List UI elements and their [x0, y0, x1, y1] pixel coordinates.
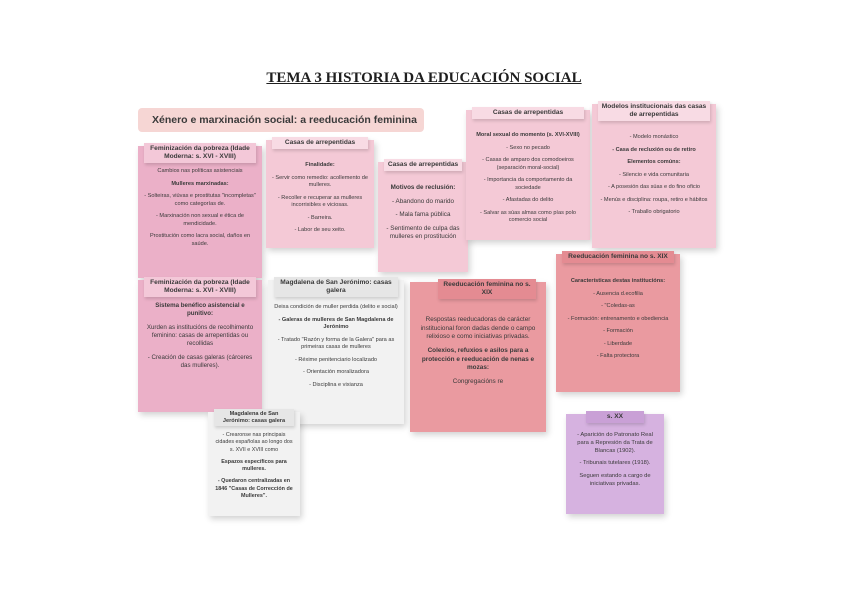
page-title: TEMA 3 HISTORIA DA EDUCACIÓN SOCIAL — [266, 70, 582, 86]
note-line: - Solteiras, viúvas e prostitutas "incompletas" como categorías de. — [144, 193, 256, 207]
note-line: - Formación: entrenamento e obediencia — [567, 315, 669, 322]
note-casas-arrepentidas-finalidade — [266, 140, 374, 248]
note-line: - Tratado "Razón y forma de la Galera" para as primeiras casas de mulleres — [277, 336, 395, 351]
note-header: Feminización da pobreza (Idade Moderna: s. XVI - XVIII) — [144, 143, 256, 163]
note-feminization-poverty-1 — [138, 146, 262, 278]
note-line: - Formación — [603, 328, 633, 335]
note-line: Congregacións re — [452, 377, 504, 385]
note-line: - Afastadas do delito — [502, 197, 554, 204]
note-line: - Importancia da comportamento da sociedade — [483, 177, 573, 191]
note-line: Prostitución como lacra social, daños en saúde. — [149, 233, 251, 247]
note-line: - Casa de recluxión ou de retiro — [612, 146, 696, 153]
note-header: Reeducación feminina no s. XIX — [562, 251, 674, 263]
note-line: - Sexo no pecado — [506, 144, 550, 151]
note-line: Xurden as institucións de recolhimento feminino: casas de arrepentidas ou recollidas — [146, 323, 254, 348]
note-line: - Creación de casas galeras (cárceres das mulleres). — [147, 353, 253, 370]
note-line: - Salvar as súas almas como pías polo comercio social — [479, 209, 577, 224]
note-header: Feminización da pobreza (Idade Moderna: s. XVI - XVIII) — [144, 277, 256, 297]
note-line: - Tribunais tutelares (1918). — [579, 460, 651, 467]
note-line: - Silencio e vida comunitaria — [619, 171, 689, 178]
note-line: - Disciplina e vixianza — [309, 381, 363, 388]
note-line: Colexios, refuxios e asilos para a protección e reeducación de nenas e mozas: — [421, 346, 535, 372]
note-header: Magdalena de San Jerónimo: casas galera — [274, 277, 398, 297]
note-line: - Abandono do marido — [392, 197, 454, 205]
note-line: Seguen estando a cargo de iniciativas privadas. — [579, 473, 651, 488]
note-header: Reeducación feminina no s. XIX — [438, 279, 536, 299]
note-line: - Orientación moralizadora — [303, 369, 369, 376]
note-line: Elementos comúns: — [627, 159, 681, 166]
note-line: Espazos específicos para mulleres. — [221, 458, 287, 473]
note-line: Moral sexual do momento (s. XVI-XVIII) — [476, 132, 580, 138]
note-header: Casas de arrepentidas — [272, 137, 368, 149]
note-magdalena-san-jeronimo — [268, 280, 404, 424]
note-line: - Crearonse nas principais cidades españolas ao longo dos s. XVII e XVIII como — [215, 432, 293, 453]
note-line: - A posesión das súas e do fino oficio — [607, 184, 701, 191]
note-line: - Galeras de mulleres de San Magdalena de Jerónimo — [278, 316, 394, 331]
note-seculo-xx — [566, 414, 664, 514]
note-line: - Sentimento de culpa das mulleres en prostitución — [386, 224, 460, 240]
note-line: Cambios nas políticas asistenciais — [157, 168, 243, 174]
note-line: - Barreira. — [307, 214, 333, 221]
section-banner: Xénero e marxinación social: a reeducación feminina — [138, 108, 424, 132]
note-feminization-poverty-2 — [138, 280, 262, 412]
note-line: - Casas de amparo dos comodoeiros (separación moral-social) — [482, 157, 574, 171]
note-line: - Ausencia d.ecofilia — [593, 290, 643, 297]
note-casas-arrepentidas-motivos — [378, 162, 468, 272]
note-line: - Aparición do Patronato Real para a Represión da Trata de Blancas (1902). — [577, 432, 653, 454]
note-line: - Mala fama pública — [395, 211, 451, 218]
note-line: - Falta protectora — [596, 353, 640, 360]
note-line: - Liberdade — [603, 340, 633, 347]
note-header: Magdalena de San Jerónimo: casas galera — [214, 409, 294, 426]
note-line: Características destas institucións: — [570, 278, 666, 284]
note-magdalena-casas-galera-small — [208, 412, 300, 516]
note-line: Respostas reeducadoras de carácter institucional foron dadas dende o campo relixioso e como iniciativas privadas. — [420, 316, 536, 341]
note-line: - Recoller e recuperar as mulleres incorrixibles e viciosas. — [277, 194, 363, 209]
note-reeducacion-xix-2 — [556, 254, 680, 392]
note-line: Finalidade: — [305, 162, 335, 168]
note-line: - Servir como remedio: acollemento de mulleres. — [271, 174, 369, 189]
note-header: s. XX — [586, 411, 644, 423]
note-line: Mulleres marxinadas: — [171, 180, 229, 187]
note-header: Casas de arrepentidas — [384, 159, 462, 171]
note-line: Sistema benéfico asistencial e punitivo: — [155, 302, 245, 318]
note-line: - Quedaron centralizadas en 1846 "Casas de Corrección de Mulleres". — [215, 478, 293, 500]
note-line: Deixa condición de muller perdida (delito e social) — [274, 304, 398, 310]
note-line: - Réxime penitenciario localizado — [294, 356, 378, 363]
note-reeducacion-xix-1 — [410, 282, 546, 432]
note-line: - "Coledas-as — [601, 303, 635, 310]
note-header: Modelos institucionais das casas de arrepentidas — [598, 101, 710, 121]
note-header: Casas de arrepentidas — [472, 107, 584, 119]
note-modelos-institucionais — [592, 104, 716, 248]
note-line: - Labor de seu xeito. — [294, 227, 346, 234]
note-line: Motivos de reclusión: — [390, 184, 456, 191]
note-line: - Traballo obrigatorio — [628, 209, 680, 216]
note-line: - Modelo monástico — [629, 134, 679, 140]
note-casas-arrepentidas-moral — [466, 110, 590, 240]
note-line: - Marxinación non sexual e ética de mendicidade. — [156, 213, 244, 227]
note-line: - Menús e disciplina: roupa, retiro e hábitos — [600, 196, 708, 203]
